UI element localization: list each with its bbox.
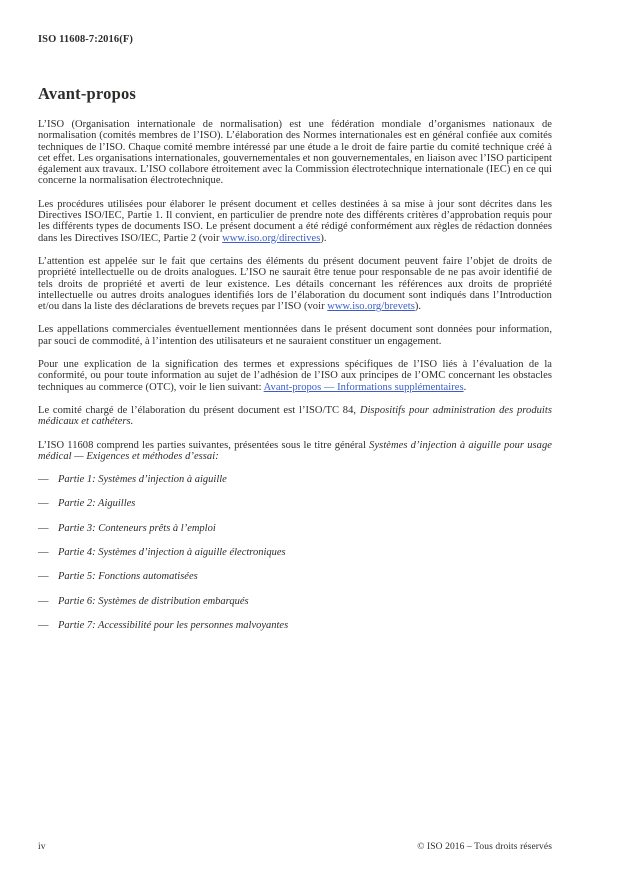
foreword-paragraph (38, 199, 552, 244)
foreword-paragraph (38, 256, 552, 312)
page-number: iv (38, 842, 46, 852)
hyperlink[interactable]: Avant-propos — Informations supplémentaires (263, 381, 464, 393)
hyperlink[interactable]: www.iso.org/brevets (327, 301, 415, 313)
list-dash: — (38, 474, 49, 486)
part-list-item (38, 620, 552, 631)
text-run: Le comité chargé de l’élaboration du présent document est l’ISO/TC 84, (38, 404, 360, 416)
foreword-paragraph (38, 440, 552, 463)
part-title: Partie 5: Fonctions automatisées (58, 571, 198, 583)
page-title: Avant-propos (38, 84, 137, 103)
part-title: Partie 7: Accessibilité pour les personnes malvoyantes (58, 619, 289, 631)
list-dash: — (38, 619, 49, 631)
text-run: L’ISO (Organisation internationale de normalisation) est une fédération mondiale d’organismes nationaux de normalisation (comités membres de l’ISO). L’élaboration des Normes internationales est en général confiée aux comités techniques de l’ISO. Chaque comité membre intéressé par une étude a le droit de faire partie du comité technique créé à cet effet. Les organisations internationales, gouvernementales et non gouvernementales, en liaison avec l’ISO participent également aux travaux. L’ISO collabore étroitement avec la Commission électrotechnique internationale (IEC) en ce qui concerne la normalisation électrotechnique. (38, 119, 552, 187)
text-run: Les procédures utilisées pour élaborer le présent document et celles destinées à sa mise à jour sont décrites dans les Directives ISO/IEC, Partie 1. Il convient, en particulier de prendre note des différents critères d’approbation requis pour les différents types de documents ISO. Le présent document a été rédigé conformément aux règles de rédaction données dans les Directives ISO/IEC, Partie 2 (voir (38, 198, 552, 244)
document-reference: ISO 11608-7:2016(F) (38, 34, 133, 45)
part-list-item (38, 547, 552, 558)
part-title: Partie 3: Conteneurs prêts à l’emploi (58, 522, 216, 534)
part-title: Partie 1: Systèmes d’injection à aiguille (58, 474, 227, 486)
page-footer (38, 842, 552, 852)
text-run: ). (320, 232, 327, 244)
part-title: Partie 4: Systèmes d’injection à aiguille électroniques (58, 547, 286, 559)
part-list-item (38, 498, 552, 509)
hyperlink[interactable]: www.iso.org/directives (222, 232, 321, 244)
text-run: L’ISO 11608 comprend les parties suivantes, présentées sous le titre général (38, 439, 370, 451)
part-list-item (38, 474, 552, 485)
part-title: Partie 2: Aiguilles (58, 498, 136, 510)
text-run: L’attention est appelée sur le fait que certains des éléments du présent document peuvent faire l’objet de droits de propriété intellectuelle ou de droits analogues. L’ISO ne saurait être tenue pour responsable de ne pas avoir identifié de tels droits de propriété et averti de leur existence. Les détails concernant les références aux droits de propriété intellectuelle ou autres droits analogues identifiés lors de l’élaboration du document sont indiqués dans l’Introduction et/ou dans la liste des déclarations de brevets reçues par l’ISO (voir (38, 255, 552, 313)
foreword-section (38, 84, 552, 644)
list-dash: — (38, 498, 49, 510)
list-dash: — (38, 522, 49, 534)
parts-list (38, 474, 552, 631)
text-run: Pour une explication de la signification des termes et expressions spécifiques de l’ISO liés à l’évaluation de la conformité, ou pour toute information au sujet de l’adhésion de l’ISO aux principes de l’OMC concernant les obstacles techniques au commerce (OTC), voir le lien suivant: (38, 359, 552, 393)
text-run: ). (414, 301, 422, 313)
copyright-notice: © ISO 2016 – Tous droits réservés (417, 842, 552, 852)
part-title: Partie 6: Systèmes de distribution embarqués (58, 595, 249, 607)
list-dash: — (38, 571, 49, 583)
text-run: Systèmes d’injection à aiguille pour usage médical — Exigences et méthodes d’essai: (38, 439, 552, 462)
text-run: . (463, 381, 467, 393)
foreword-paragraphs (38, 119, 552, 462)
list-dash: — (38, 547, 49, 559)
foreword-paragraph (38, 119, 552, 187)
text-run: Les appellations commerciales éventuellement mentionnées dans le présent document sont données pour information, par souci de commodité, à l’intention des utilisateurs et ne sauraient constituer un engagement. (38, 324, 552, 347)
text-run: Dispositifs pour administration des produits médicaux et cathéters. (38, 404, 552, 428)
foreword-paragraph (38, 405, 552, 428)
foreword-paragraph (38, 324, 552, 347)
part-list-item (38, 596, 552, 607)
part-list-item (38, 523, 552, 534)
part-list-item (38, 571, 552, 582)
foreword-paragraph (38, 359, 552, 393)
list-dash: — (38, 595, 49, 607)
